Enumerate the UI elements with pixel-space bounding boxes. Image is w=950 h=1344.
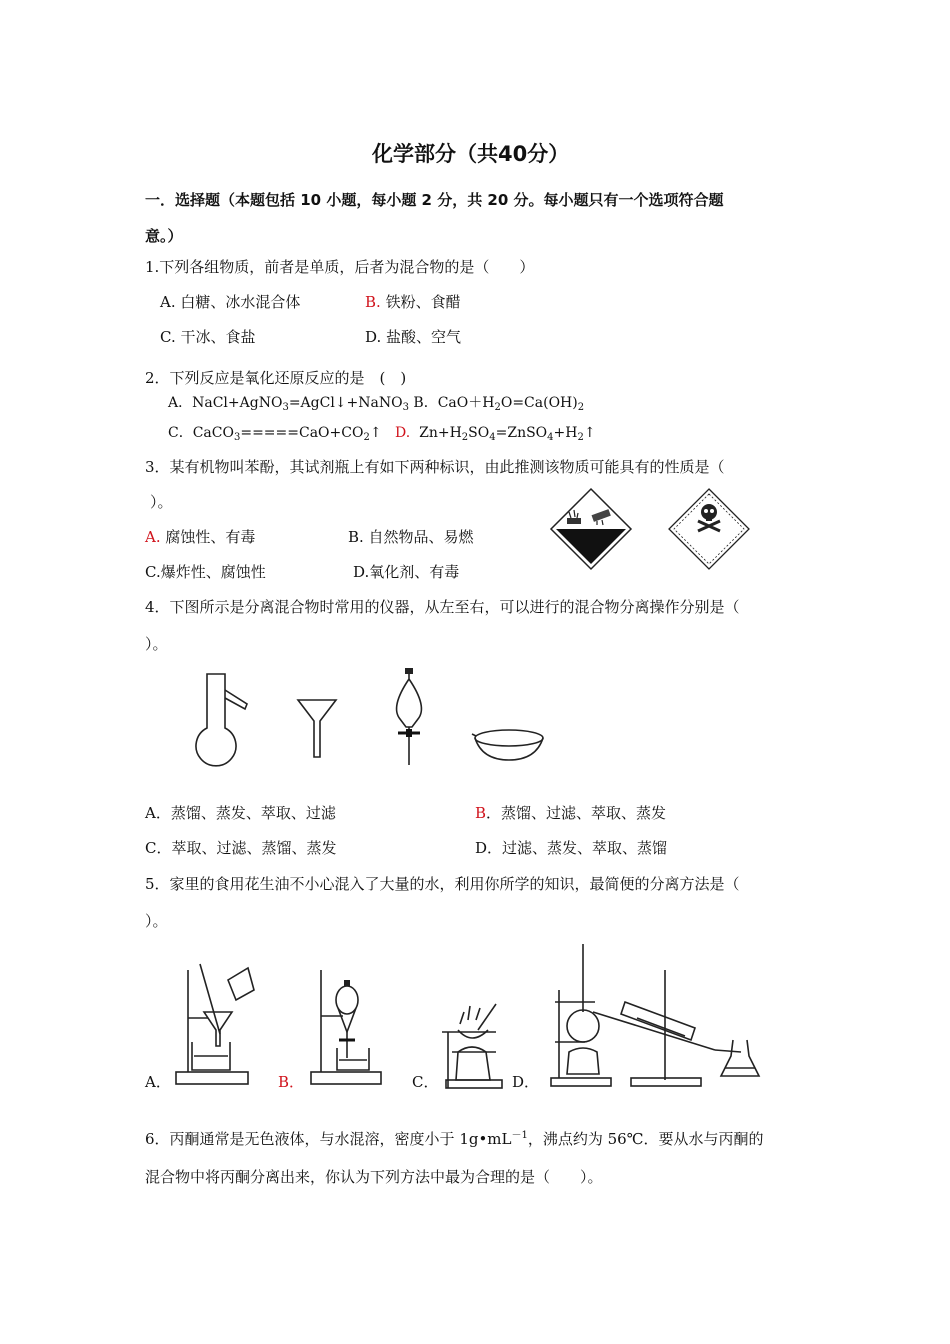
q2-options-ab: A．NaCl+AgNO$_3$=AgCl↓+NaNO$_3$ B．$CaO+H_2O=Ca(OH)_2$ [168, 395, 585, 413]
q5-stem: 5．家里的食用花生油不小心混入了大量的水，利用你所学的知识，最简便的分离方法是（ [145, 875, 740, 893]
q2-option-d: D. $Zn+H_2SO_4=ZnSO_4+H_2↑$ [395, 425, 596, 443]
q5-stem-cont: ）。 [145, 912, 168, 930]
q4-option-a: A．蒸馏、蒸发、萃取、过滤 [145, 804, 336, 822]
toxic-sign-icon [668, 488, 750, 570]
q4-stem: 4．下图所示是分离混合物时常用的仪器，从左至右，可以进行的混合物分离操作分别是（ [145, 598, 740, 616]
funnel-icon [296, 697, 338, 759]
q5-option-a: A． [145, 1073, 171, 1091]
q3-option-d: D.氧化剂、有毒 [353, 563, 460, 581]
q1-option-c: C. 干冰、食盐 [160, 328, 256, 346]
q2-stem: 2．下列反应是氧化还原反应的是 ( ) [145, 369, 407, 387]
q4-option-c: C．萃取、过滤、蒸馏、蒸发 [145, 839, 337, 857]
q3-stem-cont: ）。 [150, 493, 173, 511]
q1-stem: 1.下列各组物质，前者是单质，后者为混合物的是（ ） [145, 258, 535, 276]
distillation-flask-icon [185, 672, 255, 770]
evaporating-dish-icon [472, 726, 546, 762]
q6-line1: 6．丙酮通常是无色液体，与水混溶，密度小于 $1g•mL^{-1}$，沸点约为 56℃．要从水与丙酮的 [145, 1130, 764, 1148]
q3-stem: 3．某有机物叫苯酚，其试剂瓶上有如下两种标识，由此推测该物质可能具有的性质是（ [145, 458, 725, 476]
q3-option-c: C.爆炸性、腐蚀性 [145, 563, 266, 581]
section-heading: 一．选择题（本题包括 10 小题，每小题 2 分，共 20 分。每小题只有一个选项符合题 [145, 191, 724, 209]
page-title: 化学部分（共40分） [372, 142, 570, 166]
q5-option-d: D． [512, 1073, 540, 1091]
filtration-apparatus-icon [170, 960, 260, 1088]
q3-option-b: B. 自然物品、易燃 [348, 528, 474, 546]
answer-mark: A. [145, 528, 161, 546]
q5-option-c: C． [412, 1073, 439, 1091]
q5-option-b: B． [278, 1073, 305, 1091]
q1-option-a: A. 白糖、冰水混合体 [160, 293, 301, 311]
q4-option-b: B．蒸馏、过滤、萃取、蒸发 [475, 804, 667, 822]
q4-option-d: D．过滤、蒸发、萃取、蒸馏 [475, 839, 668, 857]
q2-option-c: C．$CaCO_3=====CaO+CO_2↑$ [168, 425, 382, 443]
separatory-funnel-icon [388, 667, 434, 769]
section-heading-cont: 意。） [145, 227, 183, 245]
q1-option-d: D. 盐酸、空气 [365, 328, 462, 346]
q3-option-a: A. 腐蚀性、有毒 [145, 528, 256, 546]
evaporation-apparatus-icon [436, 990, 516, 1090]
answer-mark: B. [365, 293, 381, 311]
answer-mark: B [475, 804, 487, 822]
distillation-apparatus-icon [545, 940, 775, 1090]
separatory-funnel-apparatus-icon [305, 966, 387, 1088]
q4-stem-cont: ）。 [145, 635, 168, 653]
q1-option-b: B. 铁粉、食醋 [365, 293, 461, 311]
q6-line2: 混合物中将丙酮分离出来，你认为下列方法中最为合理的是（ ）。 [145, 1168, 603, 1186]
corrosive-sign-icon [550, 488, 632, 570]
answer-mark: D. [395, 425, 411, 441]
